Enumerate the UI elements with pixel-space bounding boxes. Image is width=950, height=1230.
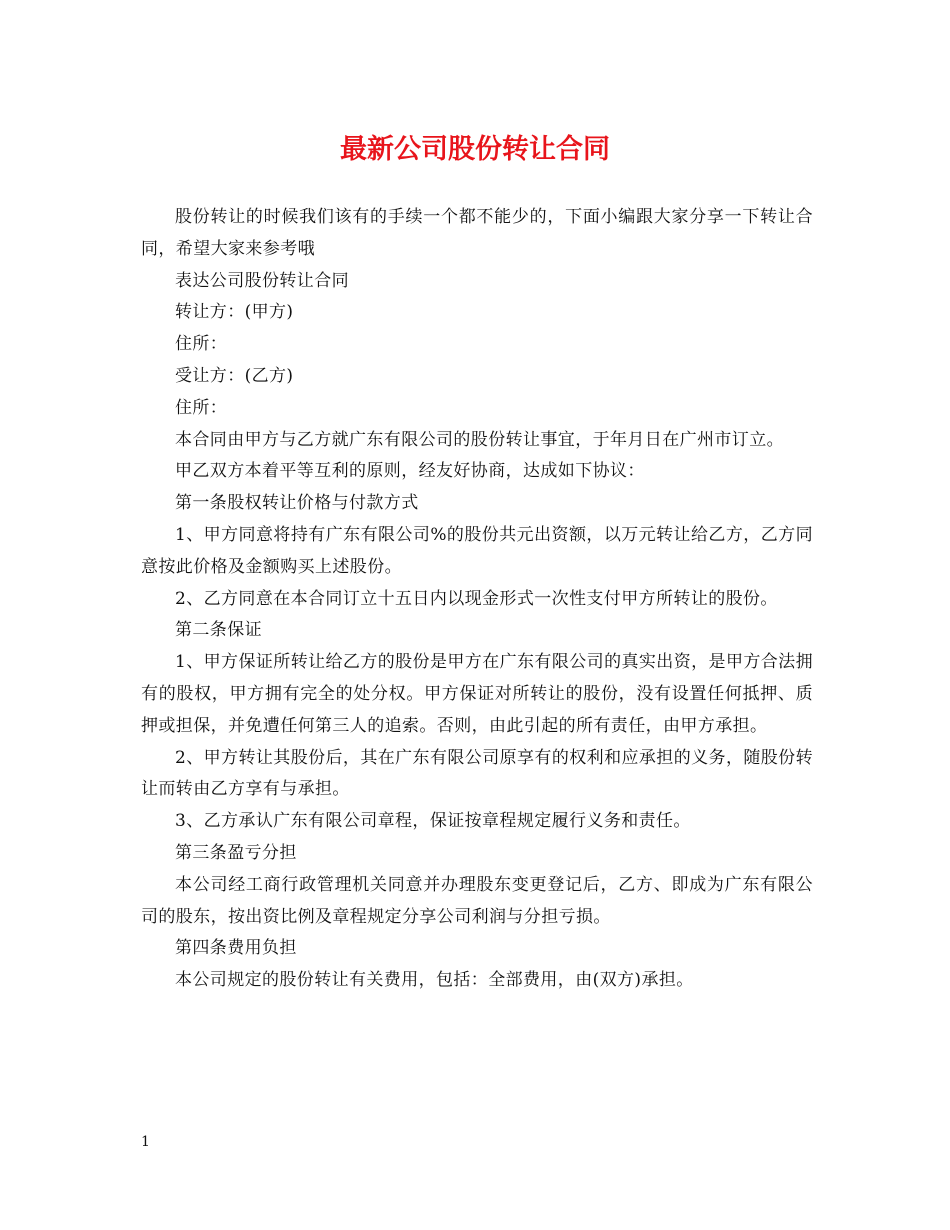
article-1-heading: 第一条股权转让价格与付款方式 xyxy=(175,493,419,514)
intro-paragraph: 股份转让的时候我们该有的手续一个都不能少的，下面小编跟大家分享一下转让合同，希望大家来参考哦 xyxy=(141,207,813,259)
transferor-address-line: 住所： xyxy=(175,334,228,355)
article-2-clause-1: 1、甲方保证所转让给乙方的股份是甲方在广东有限公司的真实出资，是甲方合法拥有的股权，甲方拥有完全的处分权。甲方保证对所转让的股份，没有设置任何抵押、质押或担保，并免遭任何第三人的追索。否则，由此引起的所有责任，由甲方承担。 xyxy=(141,652,813,736)
page-number: 1 xyxy=(141,1134,150,1150)
article-4-text: 本公司规定的股份转让有关费用，包括：全部费用，由(双方)承担。 xyxy=(175,970,694,991)
article-1-clause-2: 2、乙方同意在本合同订立十五日内以现金形式一次性支付甲方所转让的股份。 xyxy=(175,588,778,609)
agreement-statement: 甲乙双方本着平等互利的原则，经友好协商，达成如下协议： xyxy=(175,461,645,482)
article-1-clause-1: 1、甲方同意将持有广东有限公司%的股份共元出资额，以万元转让给乙方，乙方同意按此价格及金额购买上述股份。 xyxy=(141,524,813,577)
article-3-text: 本公司经工商行政管理机关同意并办理股东变更登记后，乙方、即成为广东有限公司的股东，按出资比例及章程规定分享公司利润与分担亏损。 xyxy=(141,874,813,927)
article-2-clause-2: 2、甲方转让其股份后，其在广东有限公司原享有的权利和应承担的义务，随股份转让而转由乙方享有与承担。 xyxy=(141,747,813,800)
transferee-address-line: 住所： xyxy=(175,397,228,418)
contract-preamble: 本合同由甲方与乙方就广东有限公司的股份转让事宜，于年月日在广州市订立。 xyxy=(175,429,784,450)
article-3-heading: 第三条盈亏分担 xyxy=(175,842,297,863)
contract-heading: 表达公司股份转让合同 xyxy=(175,270,349,291)
article-4-heading: 第四条费用负担 xyxy=(175,938,297,959)
transferee-line: 受让方：(乙方) xyxy=(175,365,294,386)
document-body xyxy=(141,202,813,997)
transferor-line: 转让方：(甲方) xyxy=(175,302,294,323)
article-2-clause-3: 3、乙方承认广东有限公司章程，保证按章程规定履行义务和责任。 xyxy=(175,811,691,832)
document-title: 最新公司股份转让合同 xyxy=(340,134,610,165)
article-2-heading: 第二条保证 xyxy=(175,620,262,641)
